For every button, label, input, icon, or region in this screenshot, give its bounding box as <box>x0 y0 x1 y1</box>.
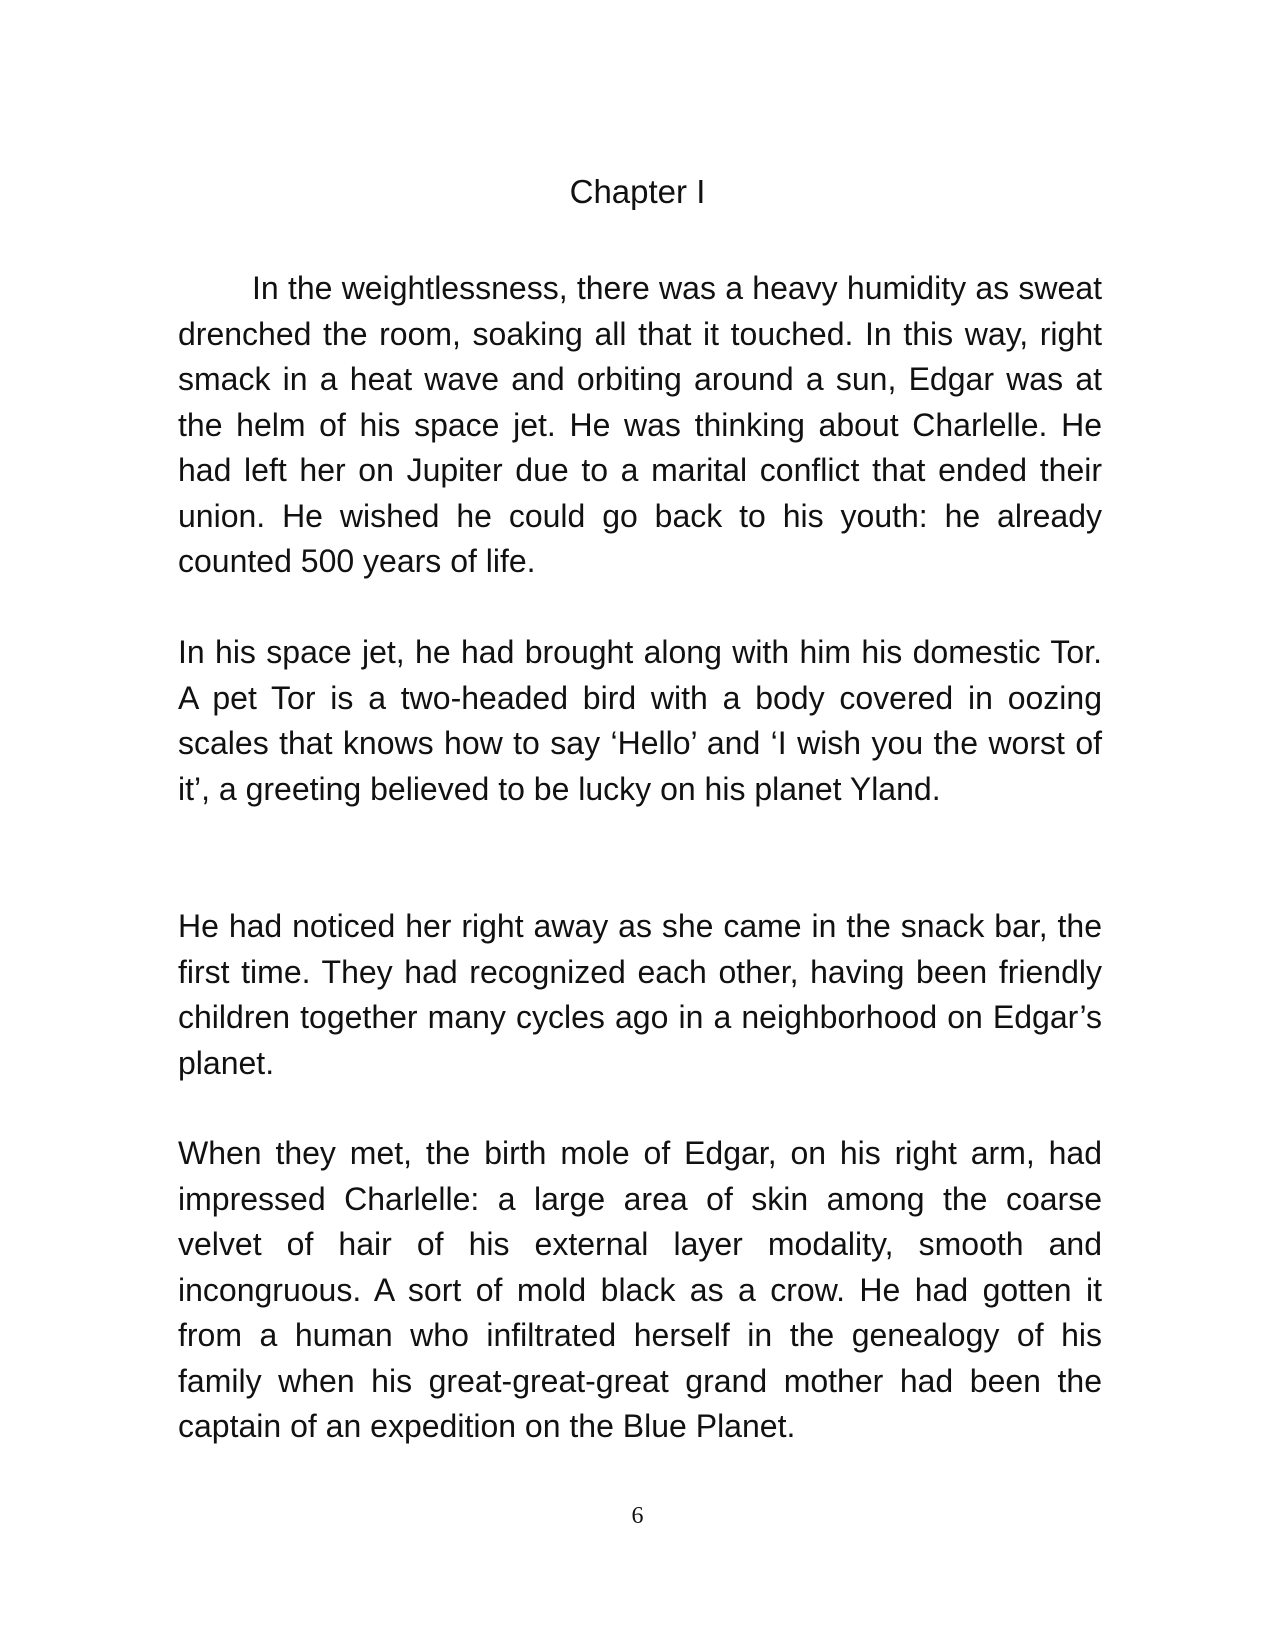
paragraph-2: In his space jet, he had brought along with him his domestic Tor. A pet Tor is a two-headed bird with a body covered in oozing scales that knows how to say ‘Hello’ and ‘I wish you the worst of it’, a greeting believed to be lucky on his planet Yland. <box>178 634 1102 807</box>
chapter-title: Chapter I <box>569 173 706 210</box>
page-number: 6 <box>631 1503 644 1529</box>
paragraph-3: He had noticed her right away as she came in the snack bar, the first time. They had recognized each other, having been friendly children together many cycles ago in a neighborhood on Edgar’s planet. <box>178 908 1102 1081</box>
paragraph-4: When they met, the birth mole of Edgar, on his right arm, had impressed Charlelle: a large area of skin among the coarse velvet of hair of his external layer modality, smooth and incongruous. A sort of mold black as a crow. He had gotten it from a human who infiltrated herself in the genealogy of his family when his great-great-great grand mother had been the captain of an expedition on the Blue Planet. <box>178 1135 1102 1444</box>
paragraph-1: In the weightlessness, there was a heavy humidity as sweat drenched the room, soaking all that it touched. In this way, right smack in a heat wave and orbiting around a sun, Edgar was at the helm of his space jet. He was thinking about Charlelle. He had left her on Jupiter due to a marital conflict that ended their union. He wished he could go back to his youth: he already counted 500 years of life. <box>178 270 1102 579</box>
